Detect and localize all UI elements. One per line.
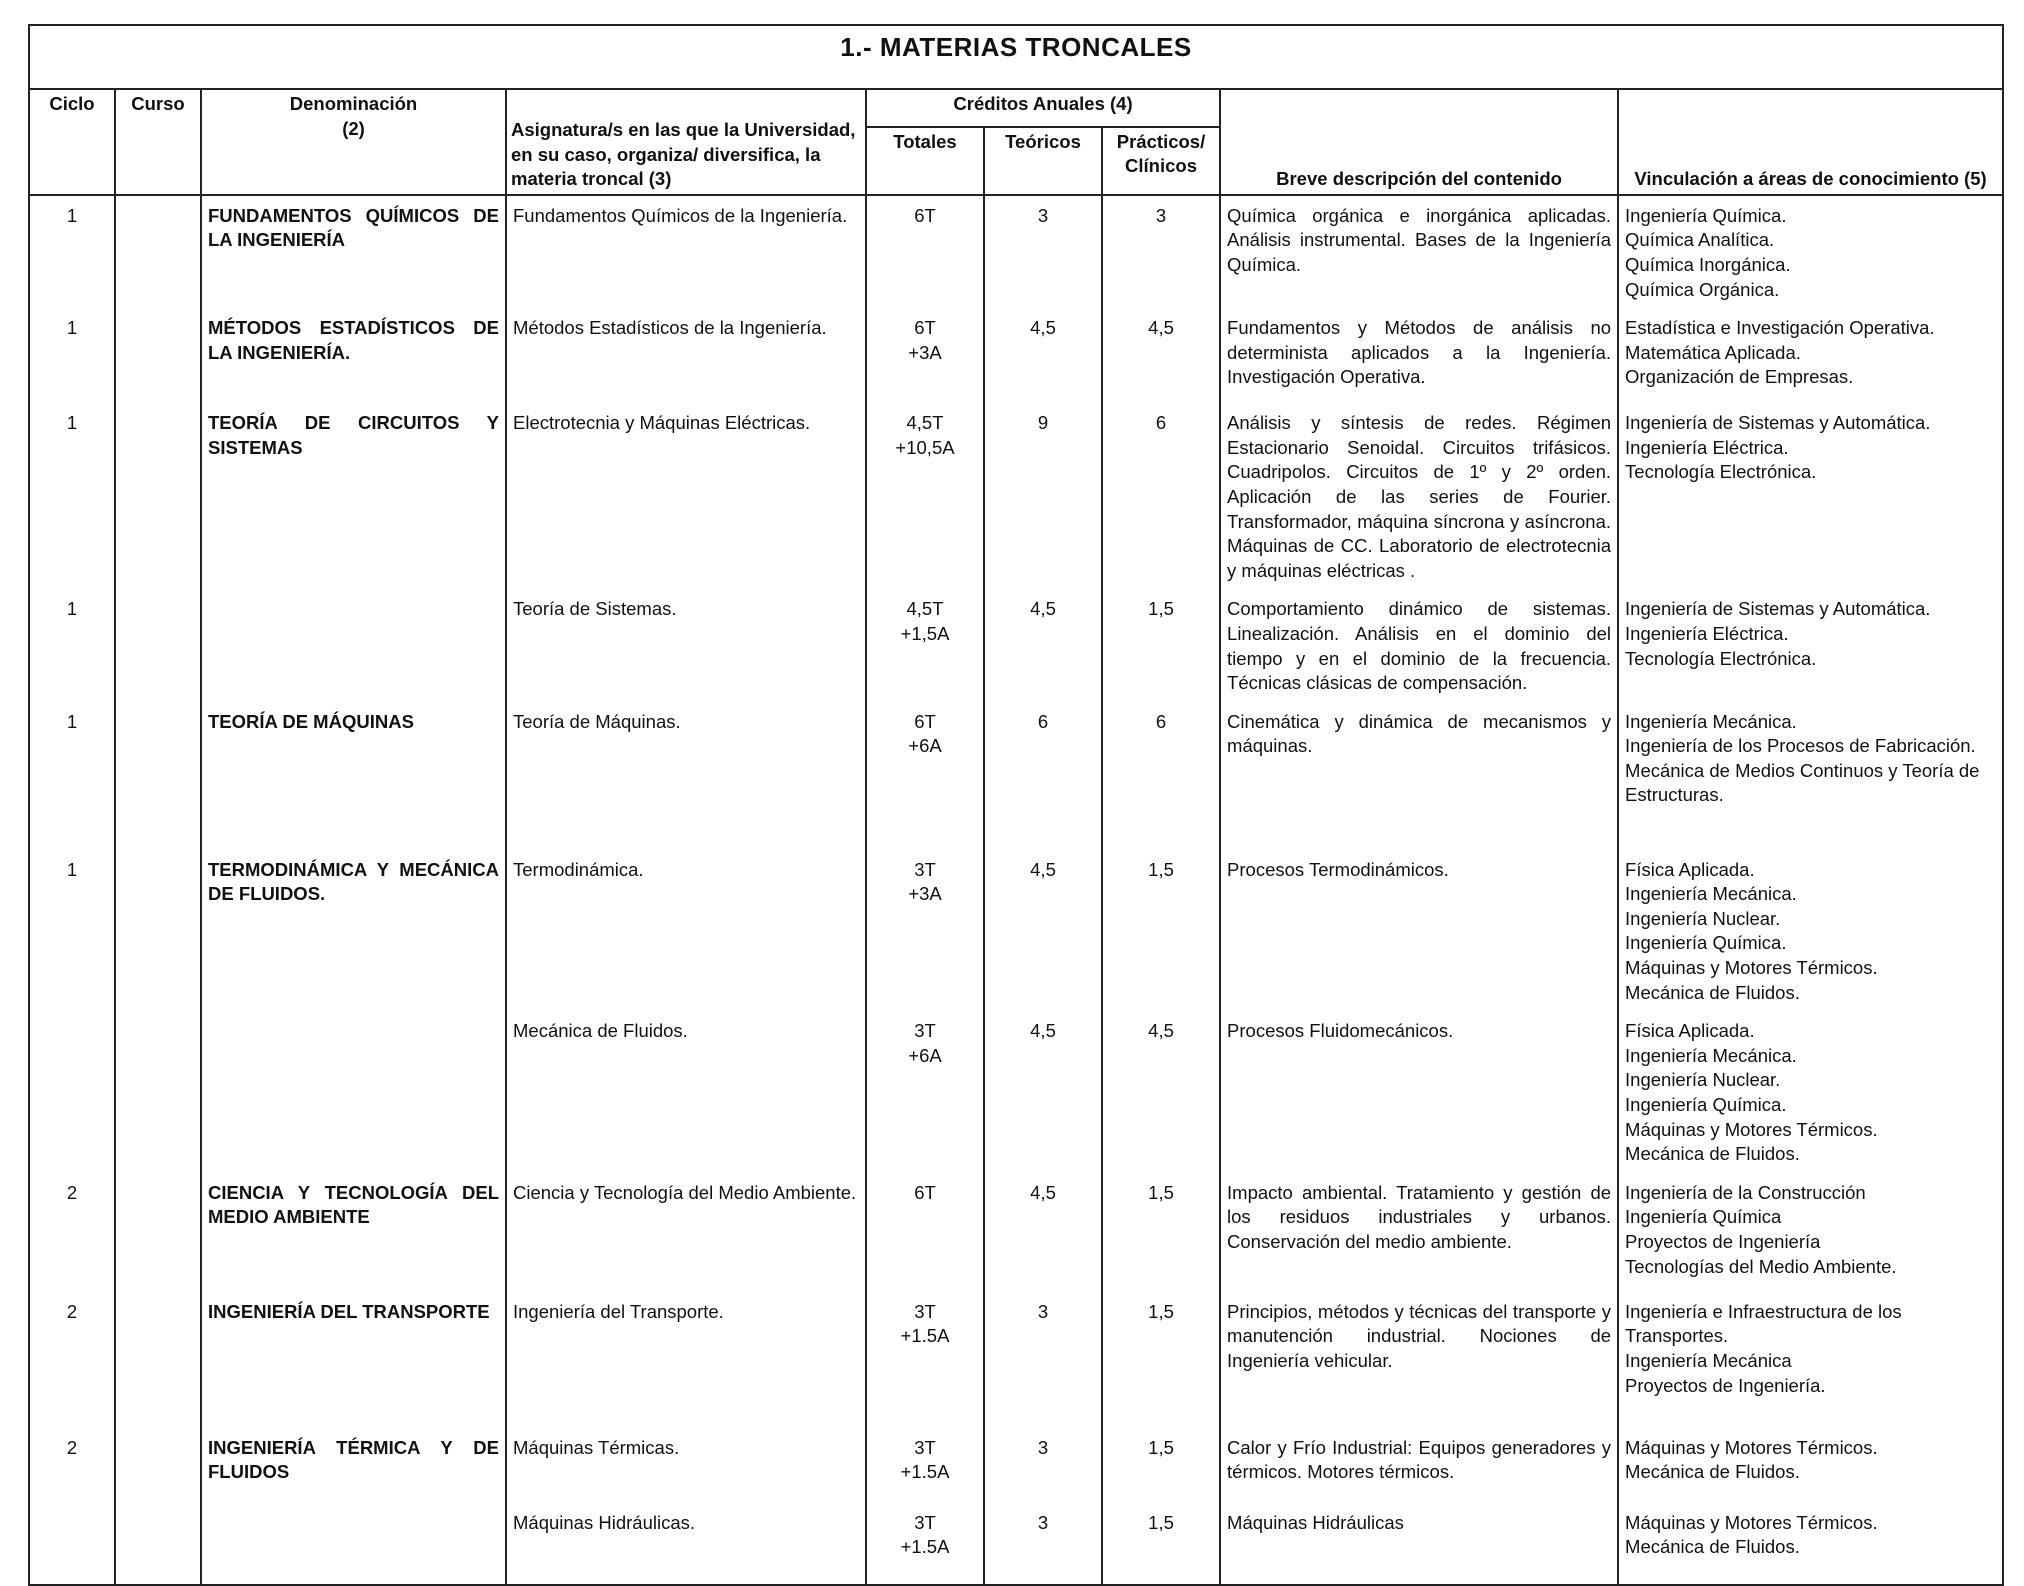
denominacion-cell: FUNDAMENTOS QUÍMICOS DE LA INGENIERÍA xyxy=(201,195,506,308)
curso-cell xyxy=(115,1503,201,1585)
ciclo-cell: 1 xyxy=(29,589,115,701)
denominacion-cell: TEORÍA DE MÁQUINAS xyxy=(201,702,506,850)
curso-cell xyxy=(115,702,201,850)
table-row xyxy=(29,1428,2003,1503)
vinculacion-cell: Ingeniería e Infraestructura de los Transportes. Ingeniería Mecánica Proyectos de Ingeniería. xyxy=(1618,1292,2003,1428)
denominacion-cell xyxy=(201,1503,506,1585)
teoricos-cell: 3 xyxy=(984,1503,1102,1585)
table-row xyxy=(29,850,2003,1012)
header-teoricos: Teóricos xyxy=(984,127,1102,195)
practicos-cell: 6 xyxy=(1102,403,1220,589)
table-row xyxy=(29,403,2003,589)
teoricos-cell: 4,5 xyxy=(984,1173,1102,1292)
teoricos-cell: 4,5 xyxy=(984,589,1102,701)
descripcion-cell: Calor y Frío Industrial: Equipos generadores y térmicos. Motores térmicos. xyxy=(1220,1428,1618,1503)
curso-cell xyxy=(115,589,201,701)
totales-cell: 4,5T +1,5A xyxy=(866,589,984,701)
practicos-cell: 4,5 xyxy=(1102,1011,1220,1173)
totales-cell: 3T +1.5A xyxy=(866,1503,984,1585)
curso-cell xyxy=(115,1173,201,1292)
asignatura-cell: Máquinas Hidráulicas. xyxy=(506,1503,866,1585)
table-row xyxy=(29,1292,2003,1428)
header-totales: Totales xyxy=(866,127,984,195)
ciclo-cell: 2 xyxy=(29,1428,115,1503)
denominacion-cell xyxy=(201,589,506,701)
table-row xyxy=(29,1011,2003,1173)
totales-cell: 3T +3A xyxy=(866,850,984,1012)
asignatura-cell: Teoría de Máquinas. xyxy=(506,702,866,850)
practicos-cell: 3 xyxy=(1102,195,1220,308)
header-asignaturas: Asignatura/s en las que la Universidad, en su caso, organiza/ diversifica, la materia troncal (3) xyxy=(506,89,866,195)
ciclo-cell: 1 xyxy=(29,308,115,403)
practicos-cell: 1,5 xyxy=(1102,850,1220,1012)
descripcion-cell: Principios, métodos y técnicas del transporte y manutención industrial. Nociones de Ingeniería vehicular. xyxy=(1220,1292,1618,1428)
denominacion-cell: MÉTODOS ESTADÍSTICOS DE LA INGENIERÍA. xyxy=(201,308,506,403)
vinculacion-cell: Ingeniería de Sistemas y Automática. Ingeniería Eléctrica. Tecnología Electrónica. xyxy=(1618,589,2003,701)
practicos-cell: 4,5 xyxy=(1102,308,1220,403)
vinculacion-cell: Ingeniería Química. Química Analítica. Química Inorgánica. Química Orgánica. xyxy=(1618,195,2003,308)
table-row xyxy=(29,702,2003,850)
curso-cell xyxy=(115,195,201,308)
totales-cell: 6T +6A xyxy=(866,702,984,850)
curso-cell xyxy=(115,308,201,403)
curso-cell xyxy=(115,1292,201,1428)
practicos-cell: 6 xyxy=(1102,702,1220,850)
totales-cell: 3T +1.5A xyxy=(866,1292,984,1428)
totales-cell: 6T xyxy=(866,195,984,308)
vinculacion-cell: Máquinas y Motores Térmicos. Mecánica de Fluidos. xyxy=(1618,1503,2003,1585)
asignatura-cell: Electrotecnia y Máquinas Eléctricas. xyxy=(506,403,866,589)
curso-cell xyxy=(115,850,201,1012)
asignatura-cell: Máquinas Térmicas. xyxy=(506,1428,866,1503)
vinculacion-cell: Ingeniería de Sistemas y Automática. Ingeniería Eléctrica. Tecnología Electrónica. xyxy=(1618,403,2003,589)
header-practicos: Prácticos/ Clínicos xyxy=(1102,127,1220,195)
table-row xyxy=(29,308,2003,403)
vinculacion-cell: Física Aplicada. Ingeniería Mecánica. Ingeniería Nuclear. Ingeniería Química. Máquinas y Motores Térmicos. Mecánica de Fluidos. xyxy=(1618,850,2003,1012)
asignatura-cell: Termodinámica. xyxy=(506,850,866,1012)
denominacion-cell: INGENIERÍA TÉRMICA Y DE FLUIDOS xyxy=(201,1428,506,1503)
vinculacion-cell: Máquinas y Motores Térmicos. Mecánica de Fluidos. xyxy=(1618,1428,2003,1503)
teoricos-cell: 3 xyxy=(984,1292,1102,1428)
descripcion-cell: Impacto ambiental. Tratamiento y gestión de los residuos industriales y urbanos. Conservación del medio ambiente. xyxy=(1220,1173,1618,1292)
header-ciclo: Ciclo xyxy=(29,89,115,195)
header-vinculacion: Vinculación a áreas de conocimiento (5) xyxy=(1618,89,2003,195)
table-row xyxy=(29,1503,2003,1585)
curso-cell xyxy=(115,1428,201,1503)
practicos-cell: 1,5 xyxy=(1102,1173,1220,1292)
totales-cell: 6T xyxy=(866,1173,984,1292)
practicos-cell: 1,5 xyxy=(1102,1428,1220,1503)
asignatura-cell: Ciencia y Tecnología del Medio Ambiente. xyxy=(506,1173,866,1292)
ciclo-cell: 2 xyxy=(29,1173,115,1292)
asignatura-cell: Ingeniería del Transporte. xyxy=(506,1292,866,1428)
header-descripcion: Breve descripción del contenido xyxy=(1220,89,1618,195)
vinculacion-cell: Ingeniería Mecánica. Ingeniería de los Procesos de Fabricación. Mecánica de Medios Continuos y Teoría de Estructuras. xyxy=(1618,702,2003,850)
curso-cell xyxy=(115,403,201,589)
teoricos-cell: 6 xyxy=(984,702,1102,850)
ciclo-cell: 1 xyxy=(29,850,115,1012)
teoricos-cell: 4,5 xyxy=(984,1011,1102,1173)
descripcion-cell: Cinemática y dinámica de mecanismos y máquinas. xyxy=(1220,702,1618,850)
vinculacion-cell: Ingeniería de la Construcción Ingeniería Química Proyectos de Ingeniería Tecnologías del Medio Ambiente. xyxy=(1618,1173,2003,1292)
teoricos-cell: 3 xyxy=(984,1428,1102,1503)
ciclo-cell xyxy=(29,1503,115,1585)
totales-cell: 3T +1.5A xyxy=(866,1428,984,1503)
title-box xyxy=(28,24,2004,88)
practicos-cell: 1,5 xyxy=(1102,1503,1220,1585)
materias-table xyxy=(28,88,2004,1586)
descripcion-cell: Máquinas Hidráulicas xyxy=(1220,1503,1618,1585)
ciclo-cell: 2 xyxy=(29,1292,115,1428)
descripcion-cell: Análisis y síntesis de redes. Régimen Estacionario Senoidal. Circuitos trifásicos. Cuadripolos. Circuitos de 1º y 2º orden. Aplicación de las series de Fourier. Transformador, máquina síncrona y asíncrona. Máquinas de CC. Laboratorio de electrotecnia y máquinas eléctricas . xyxy=(1220,403,1618,589)
header-curso: Curso xyxy=(115,89,201,195)
totales-cell: 4,5T +10,5A xyxy=(866,403,984,589)
ciclo-cell: 1 xyxy=(29,195,115,308)
table-body xyxy=(29,195,2003,1585)
denominacion-cell: INGENIERÍA DEL TRANSPORTE xyxy=(201,1292,506,1428)
teoricos-cell: 3 xyxy=(984,195,1102,308)
practicos-cell: 1,5 xyxy=(1102,589,1220,701)
descripcion-cell: Comportamiento dinámico de sistemas. Linealización. Análisis en el dominio del tiempo y en el dominio de la frecuencia. Técnicas clásicas de compensación. xyxy=(1220,589,1618,701)
asignatura-cell: Fundamentos Químicos de la Ingeniería. xyxy=(506,195,866,308)
denominacion-cell: TERMODINÁMICA Y MECÁNICA DE FLUIDOS. xyxy=(201,850,506,1012)
table-row xyxy=(29,195,2003,308)
header-denominacion: Denominación (2) xyxy=(201,89,506,195)
denominacion-cell: TEORÍA DE CIRCUITOS Y SISTEMAS xyxy=(201,403,506,589)
teoricos-cell: 4,5 xyxy=(984,308,1102,403)
descripcion-cell: Química orgánica e inorgánica aplicadas. Análisis instrumental. Bases de la Ingeniería Química. xyxy=(1220,195,1618,308)
table-row xyxy=(29,589,2003,701)
ciclo-cell xyxy=(29,1011,115,1173)
ciclo-cell: 1 xyxy=(29,702,115,850)
denominacion-cell xyxy=(201,1011,506,1173)
totales-cell: 3T +6A xyxy=(866,1011,984,1173)
vinculacion-cell: Física Aplicada. Ingeniería Mecánica. Ingeniería Nuclear. Ingeniería Química. Máquinas y Motores Térmicos. Mecánica de Fluidos. xyxy=(1618,1011,2003,1173)
teoricos-cell: 9 xyxy=(984,403,1102,589)
descripcion-cell: Procesos Fluidomecánicos. xyxy=(1220,1011,1618,1173)
totales-cell: 6T +3A xyxy=(866,308,984,403)
denominacion-cell: CIENCIA Y TECNOLOGÍA DEL MEDIO AMBIENTE xyxy=(201,1173,506,1292)
asignatura-cell: Mecánica de Fluidos. xyxy=(506,1011,866,1173)
vinculacion-cell: Estadística e Investigación Operativa. Matemática Aplicada. Organización de Empresas. xyxy=(1618,308,2003,403)
ciclo-cell: 1 xyxy=(29,403,115,589)
table-row xyxy=(29,1173,2003,1292)
teoricos-cell: 4,5 xyxy=(984,850,1102,1012)
practicos-cell: 1,5 xyxy=(1102,1292,1220,1428)
descripcion-cell: Fundamentos y Métodos de análisis no determinista aplicados a la Ingeniería. Investigación Operativa. xyxy=(1220,308,1618,403)
page-title: 1.- MATERIAS TRONCALES xyxy=(840,32,1192,62)
curso-cell xyxy=(115,1011,201,1173)
asignatura-cell: Teoría de Sistemas. xyxy=(506,589,866,701)
header-creditos: Créditos Anuales (4) xyxy=(866,89,1220,127)
asignatura-cell: Métodos Estadísticos de la Ingeniería. xyxy=(506,308,866,403)
descripcion-cell: Procesos Termodinámicos. xyxy=(1220,850,1618,1012)
